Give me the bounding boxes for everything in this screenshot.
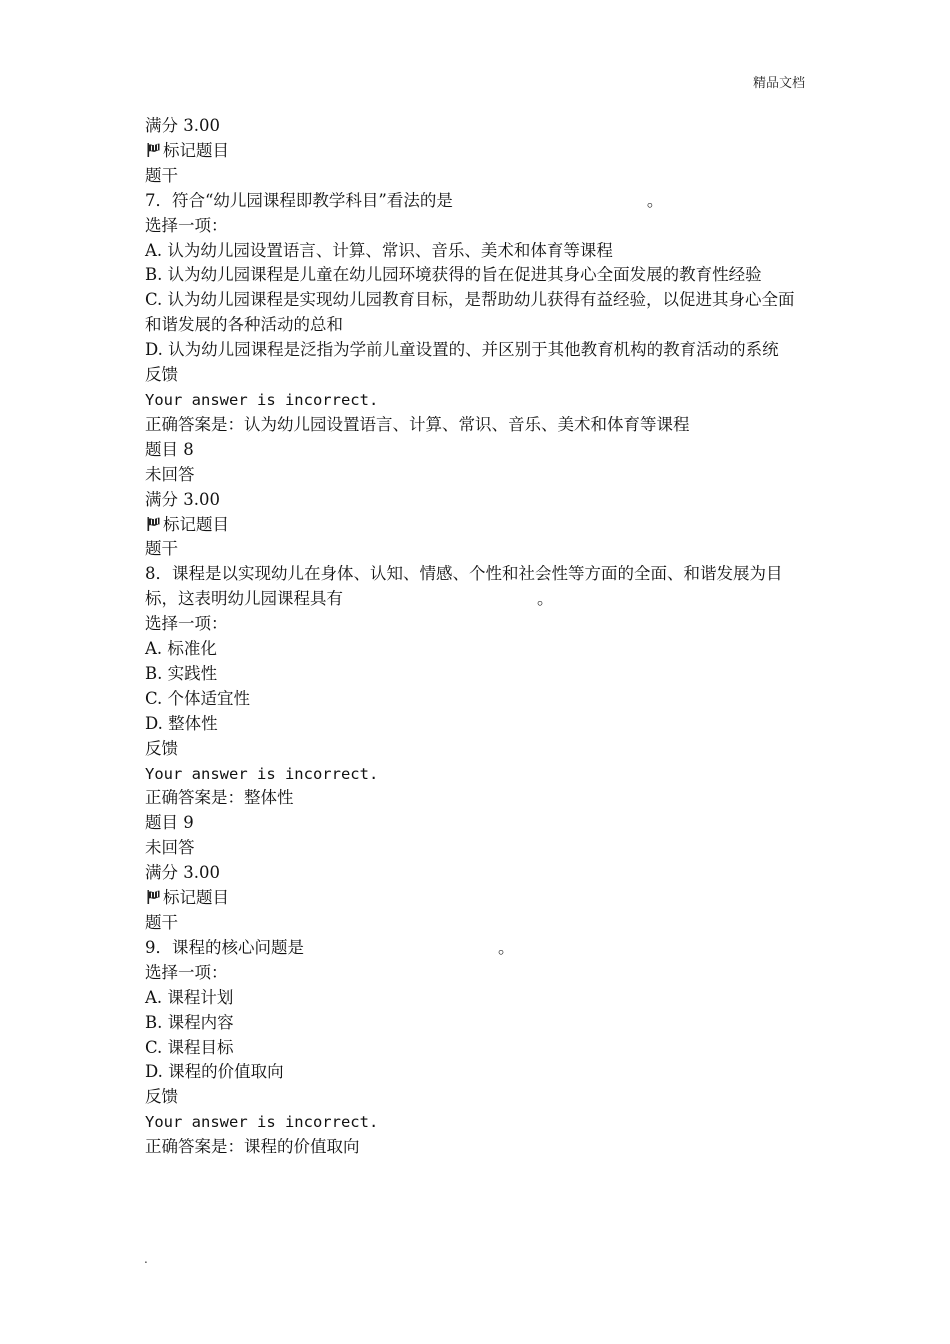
q8-title: 题目 8: [145, 439, 194, 459]
q8-option-d[interactable]: D. 整体性: [145, 713, 218, 733]
q9-stem-label: 题干: [145, 913, 178, 932]
q9-score: 满分 3.00: [145, 863, 220, 883]
q9-option-c[interactable]: C. 课程目标: [145, 1037, 234, 1057]
q8-stem: [145, 562, 810, 612]
q8-stem-text: 8．课程是以实现幼儿在身体、认知、情感、个性和社会性等方面的全面、和谐发展为目标，这表明幼儿园课程具有: [145, 564, 783, 609]
q7-correct-answer: 正确答案是：认为幼儿园设置语言、计算、常识、音乐、美术和体育等课程: [145, 414, 690, 434]
q8-option-b[interactable]: B. 实践性: [145, 663, 218, 683]
q8-option-a[interactable]: A. 标准化: [145, 639, 217, 659]
footer-dot: .: [144, 1252, 148, 1266]
q9-stem-end: 。: [498, 937, 515, 957]
q7-option-c[interactable]: C. 认为幼儿园课程是实现幼儿园教育目标，是帮助幼儿获得有益经验，以促进其身心全面和谐发展的各种活动的总和: [145, 290, 795, 335]
q7-option-a[interactable]: A. 认为幼儿园设置语言、计算、常识、音乐、美术和体育等课程: [145, 240, 613, 260]
q7-option-d[interactable]: D. 认为幼儿园课程是泛指为学前儿童设置的、并区别于其他教育机构的教育活动的系统: [145, 340, 779, 360]
q8-stem-end: 。: [537, 589, 554, 609]
q9-correct-answer: 正确答案是：课程的价值取向: [145, 1137, 360, 1157]
flag-label: 标记题目: [163, 514, 229, 534]
flag-icon: [145, 142, 162, 158]
q8-status: 未回答: [145, 464, 195, 484]
q7-stem-end: 。: [646, 190, 664, 210]
q8-result: Your answer is incorrect.: [145, 764, 379, 783]
q8-flag-row[interactable]: [145, 513, 810, 538]
q9-status: 未回答: [145, 838, 195, 858]
q8-feedback-label: 反馈: [145, 738, 178, 758]
q9-feedback-label: 反馈: [145, 1087, 178, 1107]
q9-choose-label: 选择一项：: [145, 962, 228, 982]
q7-choose-label: 选择一项：: [145, 215, 228, 235]
q9-flag-row[interactable]: [145, 886, 810, 911]
q9-stem: [145, 936, 810, 961]
q8-score: 满分 3.00: [145, 489, 220, 509]
quiz-content: [145, 114, 810, 1160]
q7-stem: [145, 189, 810, 214]
header-watermark: 精品文档: [752, 76, 805, 91]
q7-stem-text: 7．符合“幼儿园课程即教学科目”看法的是: [145, 190, 453, 210]
q9-option-d[interactable]: D. 课程的价值取向: [145, 1062, 284, 1082]
q7-stem-label: 题干: [145, 165, 178, 185]
q8-stem-label: 题干: [145, 539, 178, 559]
q7-option-b[interactable]: B. 认为幼儿园课程是儿童在幼儿园环境获得的旨在促进其身心全面发展的教育性经验: [145, 265, 762, 285]
flag-icon: [145, 889, 162, 905]
q9-stem-text: 9．课程的核心问题是: [145, 937, 304, 957]
flag-label: 标记题目: [163, 888, 229, 908]
q7-result: Your answer is incorrect.: [145, 390, 379, 409]
q7-feedback-label: 反馈: [145, 365, 178, 385]
q9-option-b[interactable]: B. 课程内容: [145, 1012, 234, 1032]
q9-result: Your answer is incorrect.: [145, 1113, 379, 1132]
flag-label: 标记题目: [163, 140, 229, 160]
q8-option-c[interactable]: C. 个体适宜性: [145, 688, 251, 708]
flag-icon: [145, 516, 162, 532]
q7-flag-row[interactable]: [145, 139, 810, 164]
q7-score: 满分 3.00: [145, 116, 220, 135]
q9-title: 题目 9: [145, 813, 194, 833]
q8-choose-label: 选择一项：: [145, 614, 228, 634]
q8-correct-answer: 正确答案是：整体性: [145, 788, 294, 808]
q9-option-a[interactable]: A. 课程计划: [145, 987, 234, 1007]
